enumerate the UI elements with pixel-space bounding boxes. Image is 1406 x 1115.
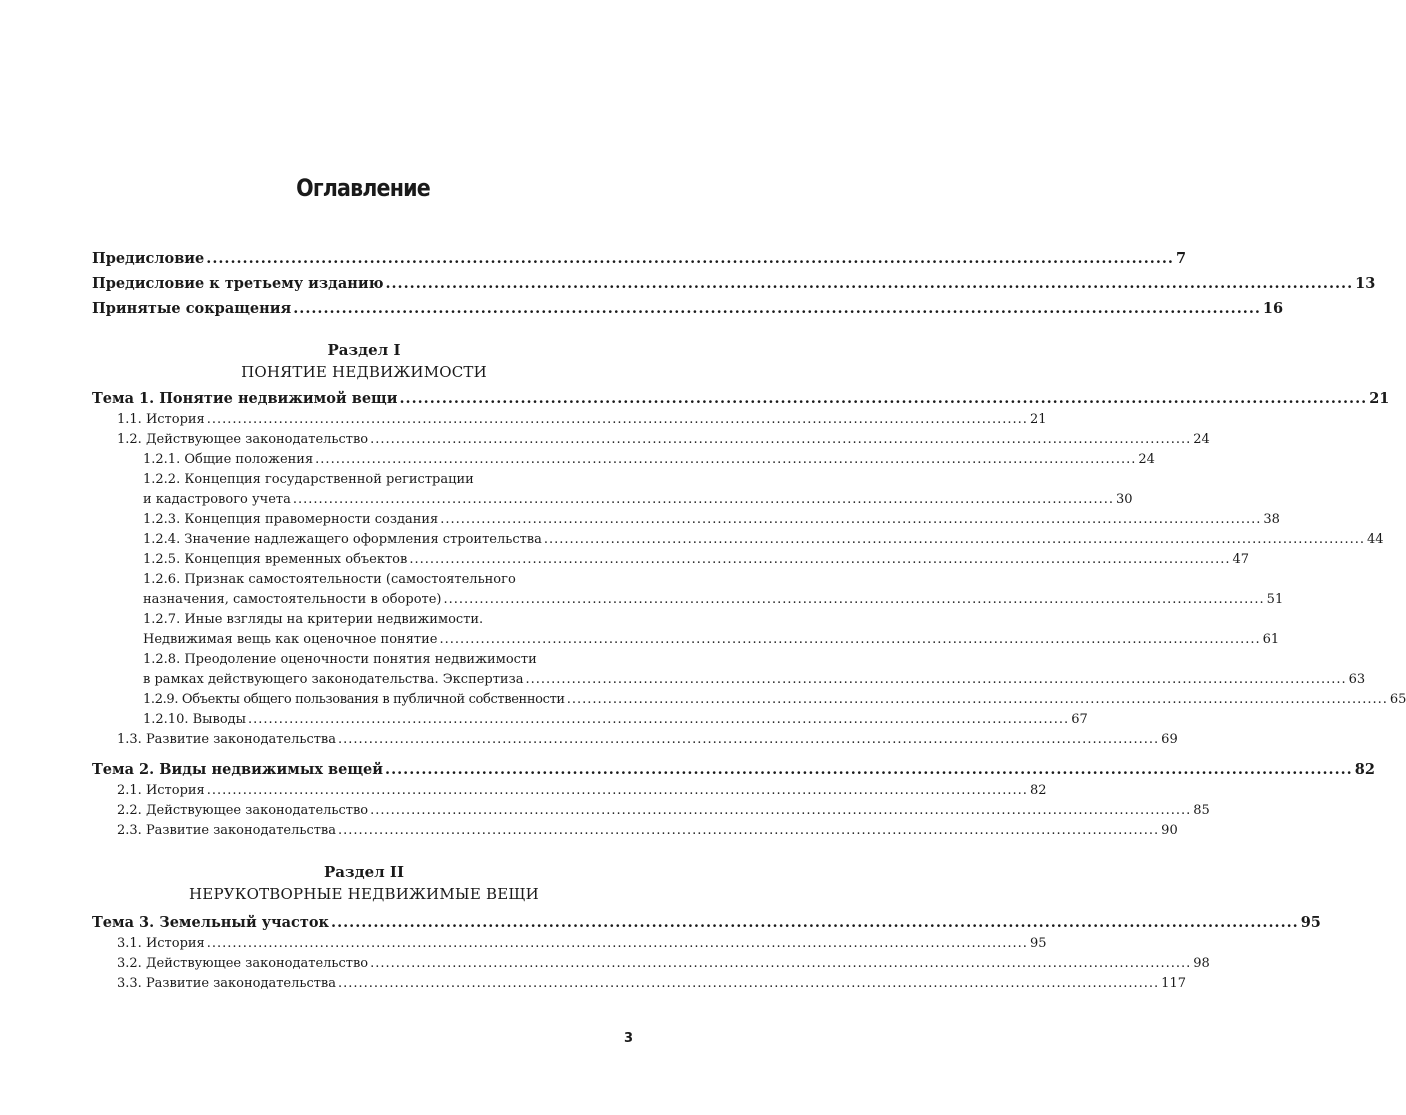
toc-theme-3: [92, 911, 1321, 934]
toc-entry-page: 24: [1193, 432, 1210, 447]
toc-entry: [92, 954, 1210, 974]
toc-entry-text: 2.1. История: [117, 783, 205, 798]
page-title: Оглавление: [296, 174, 430, 202]
dot-leader: [385, 758, 1353, 781]
dot-leader: [439, 630, 1260, 650]
dot-leader: [207, 934, 1028, 954]
toc-entry-page: 44: [1367, 532, 1384, 547]
toc-entry-text: Предисловие: [92, 250, 205, 267]
toc-entry-text: 1.2.4. Значение надлежащего оформления строительства: [143, 532, 542, 547]
toc-entry-abbreviations: [92, 296, 1284, 321]
toc-entry-text: и кадастрового учета: [143, 492, 291, 507]
toc-entry-text: Тема 2. Виды недвижимых вещей: [92, 761, 384, 778]
dot-leader: [331, 911, 1299, 934]
dot-leader: [370, 430, 1191, 450]
toc-entry: [92, 730, 1178, 750]
toc-entry-text: Недвижимая вещь как оценочное понятие: [143, 632, 438, 647]
toc-entry-text: в рамках действующего законодательства. Экспертиза: [143, 672, 524, 687]
toc-entry-preface-third-edition: [92, 271, 1376, 296]
toc-entry-page: 30: [1116, 492, 1133, 507]
toc-entry-text: Предисловие к третьему изданию: [92, 275, 384, 292]
toc-entry-page: 95: [1029, 936, 1047, 951]
toc-entry-line: 1.2.8. Преодоление оценочности понятия недвижимости: [143, 652, 537, 667]
toc-entry-line: 1.2.2. Концепция государственной регистрации: [143, 472, 474, 487]
toc-entry-page: 90: [1161, 823, 1178, 838]
toc-entry-text: Тема 1. Понятие недвижимой вещи: [92, 390, 398, 407]
toc-entry-text: 1.2.10. Выводы: [143, 712, 247, 727]
dot-leader: [544, 530, 1365, 550]
dot-leader: [338, 974, 1159, 994]
toc-entry: [92, 410, 1047, 430]
toc-entry-page: 82: [1029, 783, 1047, 798]
dot-leader: [567, 690, 1388, 710]
toc-entry: [92, 530, 1384, 550]
toc-theme-2: [92, 758, 1375, 781]
dot-leader: [206, 246, 1174, 271]
toc-entry: [92, 821, 1178, 841]
dot-leader: [293, 296, 1261, 321]
toc-entry-page: 13: [1355, 275, 1376, 292]
toc-entry-page: 95: [1300, 914, 1321, 931]
toc-entry: [92, 490, 1133, 510]
toc-entry-line: 1.2.6. Признак самостоятельности (самостоятельного: [143, 572, 516, 587]
section-label: Раздел I: [327, 341, 401, 359]
toc-entry-page: 67: [1071, 712, 1088, 727]
dot-leader: [399, 387, 1367, 410]
toc-entry: [92, 590, 1284, 610]
toc-entry-page: 24: [1138, 452, 1155, 467]
dot-leader: [444, 590, 1265, 610]
toc-entry: [92, 550, 1250, 570]
toc-entry-page: 61: [1262, 632, 1280, 647]
toc-entry-text: 1.2.5. Концепция временных объектов: [143, 552, 408, 567]
toc-entry: [92, 710, 1088, 730]
toc-entry-page: 47: [1232, 552, 1250, 567]
toc-entry-page: 7: [1175, 250, 1187, 267]
toc-entry-page: 16: [1262, 300, 1284, 317]
toc-entry: [92, 510, 1280, 530]
dot-leader: [370, 954, 1191, 974]
toc-entry-text: Принятые сокращения: [92, 300, 292, 317]
toc-entry-page: 98: [1193, 956, 1210, 971]
toc-entry: [92, 430, 1210, 450]
toc-entry: [92, 781, 1047, 801]
dot-leader: [440, 510, 1261, 530]
dot-leader: [315, 450, 1136, 470]
toc-entry-text: 2.3. Развитие законодательства: [117, 823, 336, 838]
dot-leader: [248, 710, 1069, 730]
dot-leader: [525, 670, 1346, 690]
dot-leader: [385, 271, 1353, 296]
dot-leader: [409, 550, 1230, 570]
toc-entry: [92, 670, 1366, 690]
toc-entry-page: 21: [1369, 390, 1390, 407]
dot-leader: [293, 490, 1114, 510]
dot-leader: [370, 801, 1191, 821]
dot-leader: [207, 781, 1028, 801]
toc-entry-text: 2.2. Действующее законодательство: [117, 803, 369, 818]
toc-entry-text: 3.1. История: [117, 936, 205, 951]
toc-entry: [92, 450, 1155, 470]
toc-entry-text: 1.2.9. Объекты общего пользования в публичной собственности: [143, 692, 565, 707]
section-title: НЕРУКОТВОРНЫЕ НЕДВИЖИМЫЕ ВЕЩИ: [189, 885, 539, 903]
toc-entry-page: 82: [1354, 761, 1375, 778]
toc-entry: [92, 801, 1210, 821]
toc-entry-page: 85: [1193, 803, 1210, 818]
dot-leader: [338, 730, 1159, 750]
page-number: 3: [624, 1031, 634, 1046]
toc-entry-line: 1.2.7. Иные взгляды на критерии недвижимости.: [143, 612, 484, 627]
table-of-contents: [92, 246, 1406, 994]
toc-entry-page: 21: [1029, 412, 1047, 427]
toc-entry-page: 117: [1161, 976, 1186, 991]
toc-entry-text: назначения, самостоятельности в обороте): [143, 592, 442, 607]
toc-entry-text: 3.2. Действующее законодательство: [117, 956, 369, 971]
toc-entry-text: 1.3. Развитие законодательства: [117, 732, 336, 747]
toc-entry-preface: [92, 246, 1187, 271]
dot-leader: [207, 410, 1028, 430]
toc-entry: [92, 690, 1406, 710]
toc-entry-page: 38: [1263, 512, 1280, 527]
toc-entry-text: 1.2.1. Общие положения: [143, 452, 314, 467]
toc-entry-text: 1.2.3. Концепция правомерности создания: [143, 512, 439, 527]
section-label: Раздел II: [324, 863, 404, 881]
toc-theme-1: [92, 387, 1390, 410]
toc-entry-text: 1.2. Действующее законодательство: [117, 432, 369, 447]
toc-entry: [92, 630, 1280, 650]
toc-entry-text: 1.1. История: [117, 412, 205, 427]
toc-entry-text: Тема 3. Земельный участок: [92, 914, 330, 931]
toc-entry: [92, 974, 1186, 994]
section-title: ПОНЯТИЕ НЕДВИЖИМОСТИ: [241, 363, 487, 381]
toc-entry-page: 69: [1161, 732, 1178, 747]
toc-entry-page: 51: [1266, 592, 1284, 607]
toc-entry-text: 3.3. Развитие законодательства: [117, 976, 336, 991]
toc-entry-page: 65: [1389, 692, 1406, 707]
toc-entry-page: 63: [1348, 672, 1366, 687]
dot-leader: [338, 821, 1159, 841]
toc-entry: [92, 934, 1047, 954]
